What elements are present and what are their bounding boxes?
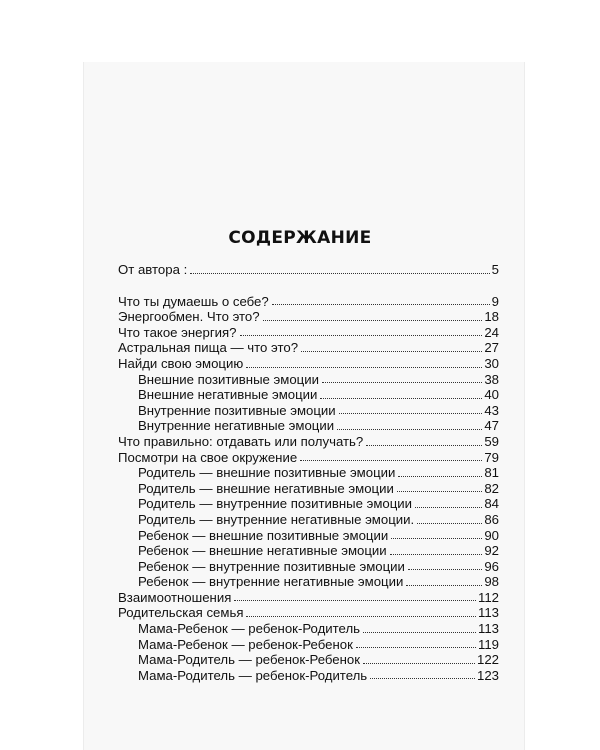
toc-entry-label: Мама-Ребенок — ребенок-Родитель bbox=[138, 621, 361, 637]
toc-page-number: 47 bbox=[484, 418, 499, 434]
toc-subentry bbox=[118, 668, 499, 684]
toc-subentry bbox=[118, 496, 499, 512]
toc-page-number: 119 bbox=[477, 636, 499, 652]
toc-page-number: 24 bbox=[484, 324, 499, 340]
toc-page-number: 40 bbox=[484, 387, 499, 403]
toc-entry-label: Что правильно: отдавать или получать? bbox=[118, 433, 364, 449]
dot-leader bbox=[363, 663, 475, 664]
toc-page-number: 27 bbox=[484, 340, 499, 356]
toc-entry-label: Мама-Родитель — ребенок-Родитель bbox=[138, 667, 368, 683]
toc-page-number: 5 bbox=[491, 262, 499, 277]
toc-page-number: 38 bbox=[484, 371, 499, 387]
toc-subentry bbox=[118, 543, 499, 559]
toc-entry-label: Астральная пища — что это? bbox=[118, 340, 299, 356]
dot-leader bbox=[234, 600, 476, 601]
toc-subentry bbox=[118, 387, 499, 403]
toc-entry-label: Мама-Ребенок — ребенок-Ребенок bbox=[138, 636, 353, 652]
toc-subentry bbox=[118, 403, 499, 419]
toc-page-number: 90 bbox=[484, 527, 499, 543]
dot-leader bbox=[397, 491, 483, 492]
toc-subentry bbox=[118, 621, 499, 637]
toc-page-number: 81 bbox=[484, 465, 499, 481]
dot-leader bbox=[417, 523, 482, 524]
dot-leader bbox=[363, 632, 476, 633]
dot-leader bbox=[300, 460, 482, 461]
toc-entry-label: Родитель — внешние позитивные эмоции bbox=[138, 465, 396, 481]
dot-leader bbox=[370, 678, 475, 679]
toc-entry-label: От автора : bbox=[118, 262, 188, 277]
toc-entry-label: Внутренние негативные эмоции bbox=[138, 418, 335, 434]
dot-leader bbox=[398, 476, 482, 477]
toc-page-number: 59 bbox=[484, 433, 499, 449]
toc-page-number: 96 bbox=[484, 558, 499, 574]
table-of-contents bbox=[118, 262, 499, 683]
dot-leader bbox=[320, 398, 482, 399]
toc-entry-label: Что такое энергия? bbox=[118, 324, 237, 340]
dot-leader bbox=[366, 445, 482, 446]
toc-entry bbox=[118, 356, 499, 372]
toc-subentry bbox=[118, 481, 499, 497]
toc-page-number: 122 bbox=[476, 652, 499, 668]
toc-entry-label: Внешние позитивные эмоции bbox=[138, 371, 319, 387]
toc-page-number: 79 bbox=[484, 449, 499, 465]
toc-page-number: 113 bbox=[477, 605, 499, 621]
toc-entry-label: Родитель — внешние негативные эмоции bbox=[138, 480, 394, 496]
toc-entry bbox=[118, 309, 499, 325]
toc-entry-label: Мама-Родитель — ребенок-Ребенок bbox=[138, 652, 361, 668]
dot-leader bbox=[272, 304, 490, 305]
toc-entry bbox=[118, 605, 499, 621]
toc-entry bbox=[118, 434, 499, 450]
dot-leader bbox=[246, 367, 482, 368]
toc-page-number: 30 bbox=[484, 355, 499, 371]
dot-leader bbox=[263, 320, 483, 321]
toc-page-number: 84 bbox=[484, 496, 499, 512]
dot-leader bbox=[246, 616, 475, 617]
dot-leader bbox=[391, 538, 482, 539]
dot-leader bbox=[406, 585, 482, 586]
dot-leader bbox=[337, 429, 482, 430]
toc-entry-label: Ребенок — внутренние негативные эмоции bbox=[138, 574, 404, 590]
toc-page-number: 43 bbox=[484, 402, 499, 418]
toc-subentry bbox=[118, 574, 499, 590]
toc-entry bbox=[118, 262, 499, 278]
toc-entry bbox=[118, 590, 499, 606]
dot-leader bbox=[415, 507, 482, 508]
dot-leader bbox=[390, 554, 483, 555]
toc-page-number: 92 bbox=[484, 543, 499, 559]
toc-entry-label: Ребенок — внутренние позитивные эмоции bbox=[138, 558, 405, 574]
toc-entry bbox=[118, 450, 499, 466]
dot-leader bbox=[301, 351, 482, 352]
dot-leader bbox=[190, 273, 489, 274]
section-gap bbox=[118, 278, 499, 294]
toc-page-number: 113 bbox=[477, 621, 499, 637]
toc-entry-label: Взаимоотношения bbox=[118, 589, 232, 605]
toc-page-number: 86 bbox=[484, 511, 499, 527]
toc-entry-label: Внутренние позитивные эмоции bbox=[138, 402, 336, 418]
toc-page-number: 18 bbox=[484, 309, 499, 325]
toc-entry-label: Родитель — внутренние негативные эмоции. bbox=[138, 511, 415, 527]
toc-entry-label: Что ты думаешь о себе? bbox=[118, 293, 269, 309]
dot-leader bbox=[240, 335, 483, 336]
toc-entry bbox=[118, 325, 499, 341]
toc-page-number: 9 bbox=[491, 293, 499, 309]
toc-page-number: 112 bbox=[477, 589, 499, 605]
toc-entry bbox=[118, 340, 499, 356]
toc-page-number: 123 bbox=[476, 667, 499, 683]
page-title: СОДЕРЖАНИЕ bbox=[228, 228, 372, 248]
toc-subentry bbox=[118, 652, 499, 668]
toc-subentry bbox=[118, 559, 499, 575]
toc-entry-label: Родительская семья bbox=[118, 605, 244, 621]
toc-entry-label: Ребенок — внешние позитивные эмоции bbox=[138, 527, 389, 543]
toc-subentry bbox=[118, 637, 499, 653]
toc-entry-label: Энергообмен. Что это? bbox=[118, 309, 260, 325]
toc-entry-label: Ребенок — внешние негативные эмоции bbox=[138, 543, 387, 559]
toc-entry-label: Внешние негативные эмоции bbox=[138, 387, 318, 403]
toc-entry-label: Посмотри на свое окружение bbox=[118, 449, 298, 465]
toc-subentry bbox=[118, 512, 499, 528]
toc-subentry bbox=[118, 418, 499, 434]
toc-page-number: 82 bbox=[484, 480, 499, 496]
toc-subentry bbox=[118, 465, 499, 481]
toc-subentry bbox=[118, 372, 499, 388]
dot-leader bbox=[339, 413, 483, 414]
toc-entry-label: Найди свою эмоцию bbox=[118, 355, 244, 371]
toc-subentry bbox=[118, 528, 499, 544]
toc-entry bbox=[118, 294, 499, 310]
dot-leader bbox=[322, 382, 482, 383]
dot-leader bbox=[356, 647, 476, 648]
toc-page-number: 98 bbox=[484, 574, 499, 590]
toc-entry-label: Родитель — внутренние позитивные эмоции bbox=[138, 496, 413, 512]
dot-leader bbox=[408, 569, 482, 570]
